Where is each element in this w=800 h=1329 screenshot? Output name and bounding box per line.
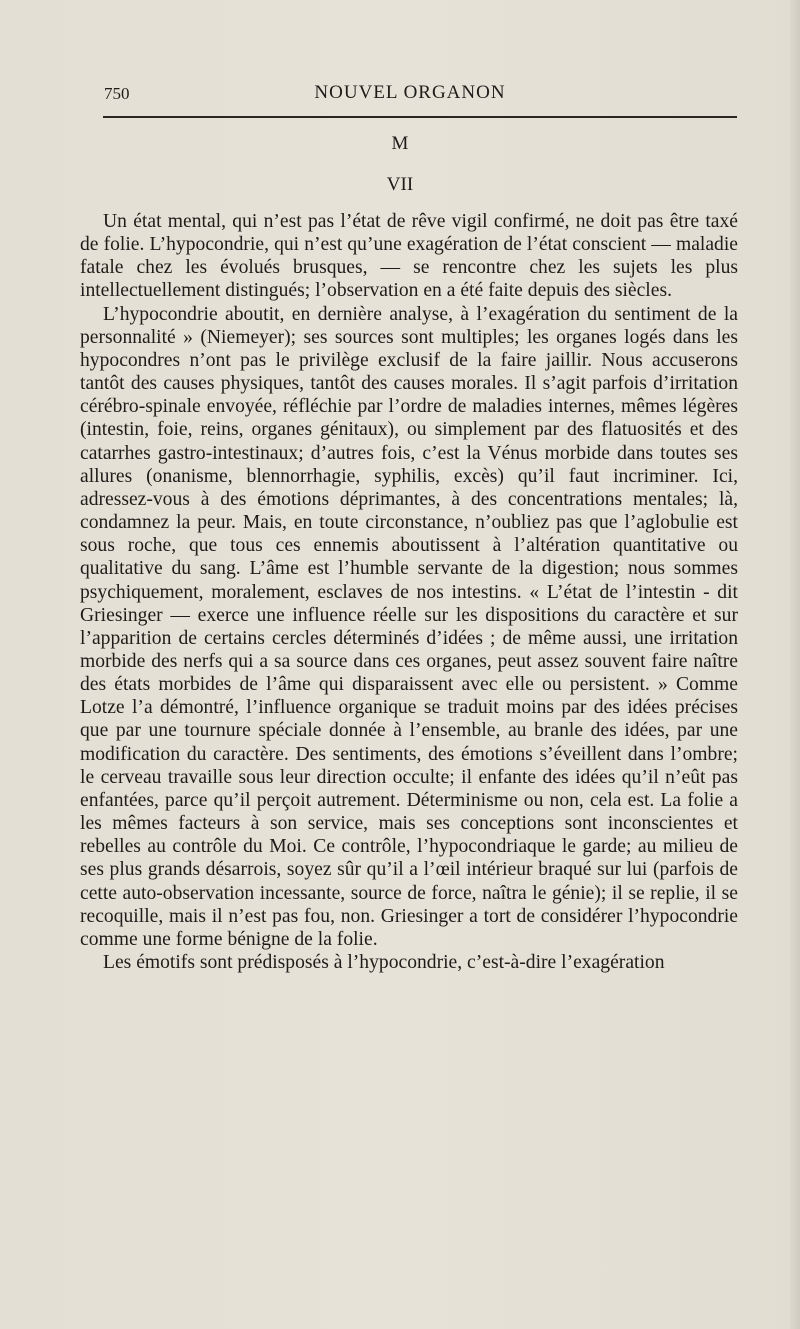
header-rule: [103, 116, 737, 118]
page-number: 750: [104, 84, 130, 103]
page-edge: [790, 0, 800, 1329]
section-number: VII: [386, 174, 414, 195]
paragraph: Un état mental, qui n’est pas l’état de rêve vigil confirmé, ne doit pas être taxé de folie. L’hypocondrie, qui n’est qu’une exagération de l’état conscient — maladie fatale chez les évolués brusques, — se rencontre chez les sujets les plus intellectuellement distingués; l’observation en a été faite depuis des siècles.: [80, 211, 738, 302]
running-title: NOUVEL ORGANON: [314, 82, 506, 103]
running-head: [80, 82, 740, 108]
paragraph: Les émotifs sont prédisposés à l’hypocondrie, c’est-à-dire l’exagération: [103, 952, 665, 973]
body-text: [80, 210, 738, 974]
paragraph: L’hypocondrie aboutit, en dernière analyse, à l’exagération du sentiment de la personnalité » (Niemeyer); ses sources sont multiples; les organes logés dans les hypocondres n’ont pas le privilège exclusif de la faire jaillir. Nous accuserons tantôt des causes physiques, tantôt des causes morales. Il s’agit parfois d’irritation cérébro-spinale envoyée, réfléchie par l’ordre de maladies internes, mêmes légères (intestin, foie, reins, organes génitaux), ou simplement par des flatuosités et des catarrhes gastro-intestinaux; d’autres fois, c’est la Vénus morbide dans toutes ses allures (onanisme, blennorrhagie, syphilis, excès) qu’il faut incriminer. Ici, adressez-vous à des émotions déprimantes, à des concentrations mentales; là, condamnez la peur. Mais, en toute circonstance, n’oubliez pas que l’aglobulie est sous roche, que tous ces ennemis aboutissent à l’altération quantitative ou qualitative du sang. L’âme est l’humble servante de la digestion; nous sommes psychiquement, moralement, esclaves de nos intestins. « L’état de l’intestin - dit Griesinger — exerce une influence réelle sur les dispositions du caractère et sur l’apparition de certains cercles déterminés d’idées ; de même aussi, une irritation morbide des nerfs qui a sa source dans ces organes, peut assez souvent faire naître des états morbides de l’âme qui disparaissent avec elle ou persistent. » Comme Lotze l’a démontré, l’influence organique se traduit moins par des idées précises que par une tournure spéciale donnée à l’ensemble, au branle des idées, par une modification du caractère. Des sentiments, des émotions s’éveillent dans l’ombre; le cerveau travaille sous leur direction occulte; il enfante des idées qu’il n’eût pas enfantées, parce qu’il perçoit autrement. Déterminisme ou non, cela est. La folie a les mêmes facteurs à son service, mais ses conceptions sont inconscientes et rebelles au contrôle du Moi. Ce contrôle, l’hypocondriaque le garde; au milieu de ses plus grands désarrois, soyez sûr qu’il a l’œil intérieur braqué sur lui (parfois de cette auto-observation incessante, source de force, naîtra le génie); il se replie, il se recoquille, mais il n’est pas fou, non. Griesinger a tort de considérer l’hypocondrie comme une forme bénigne de la folie.: [80, 303, 738, 950]
section-letter: M: [391, 133, 409, 154]
